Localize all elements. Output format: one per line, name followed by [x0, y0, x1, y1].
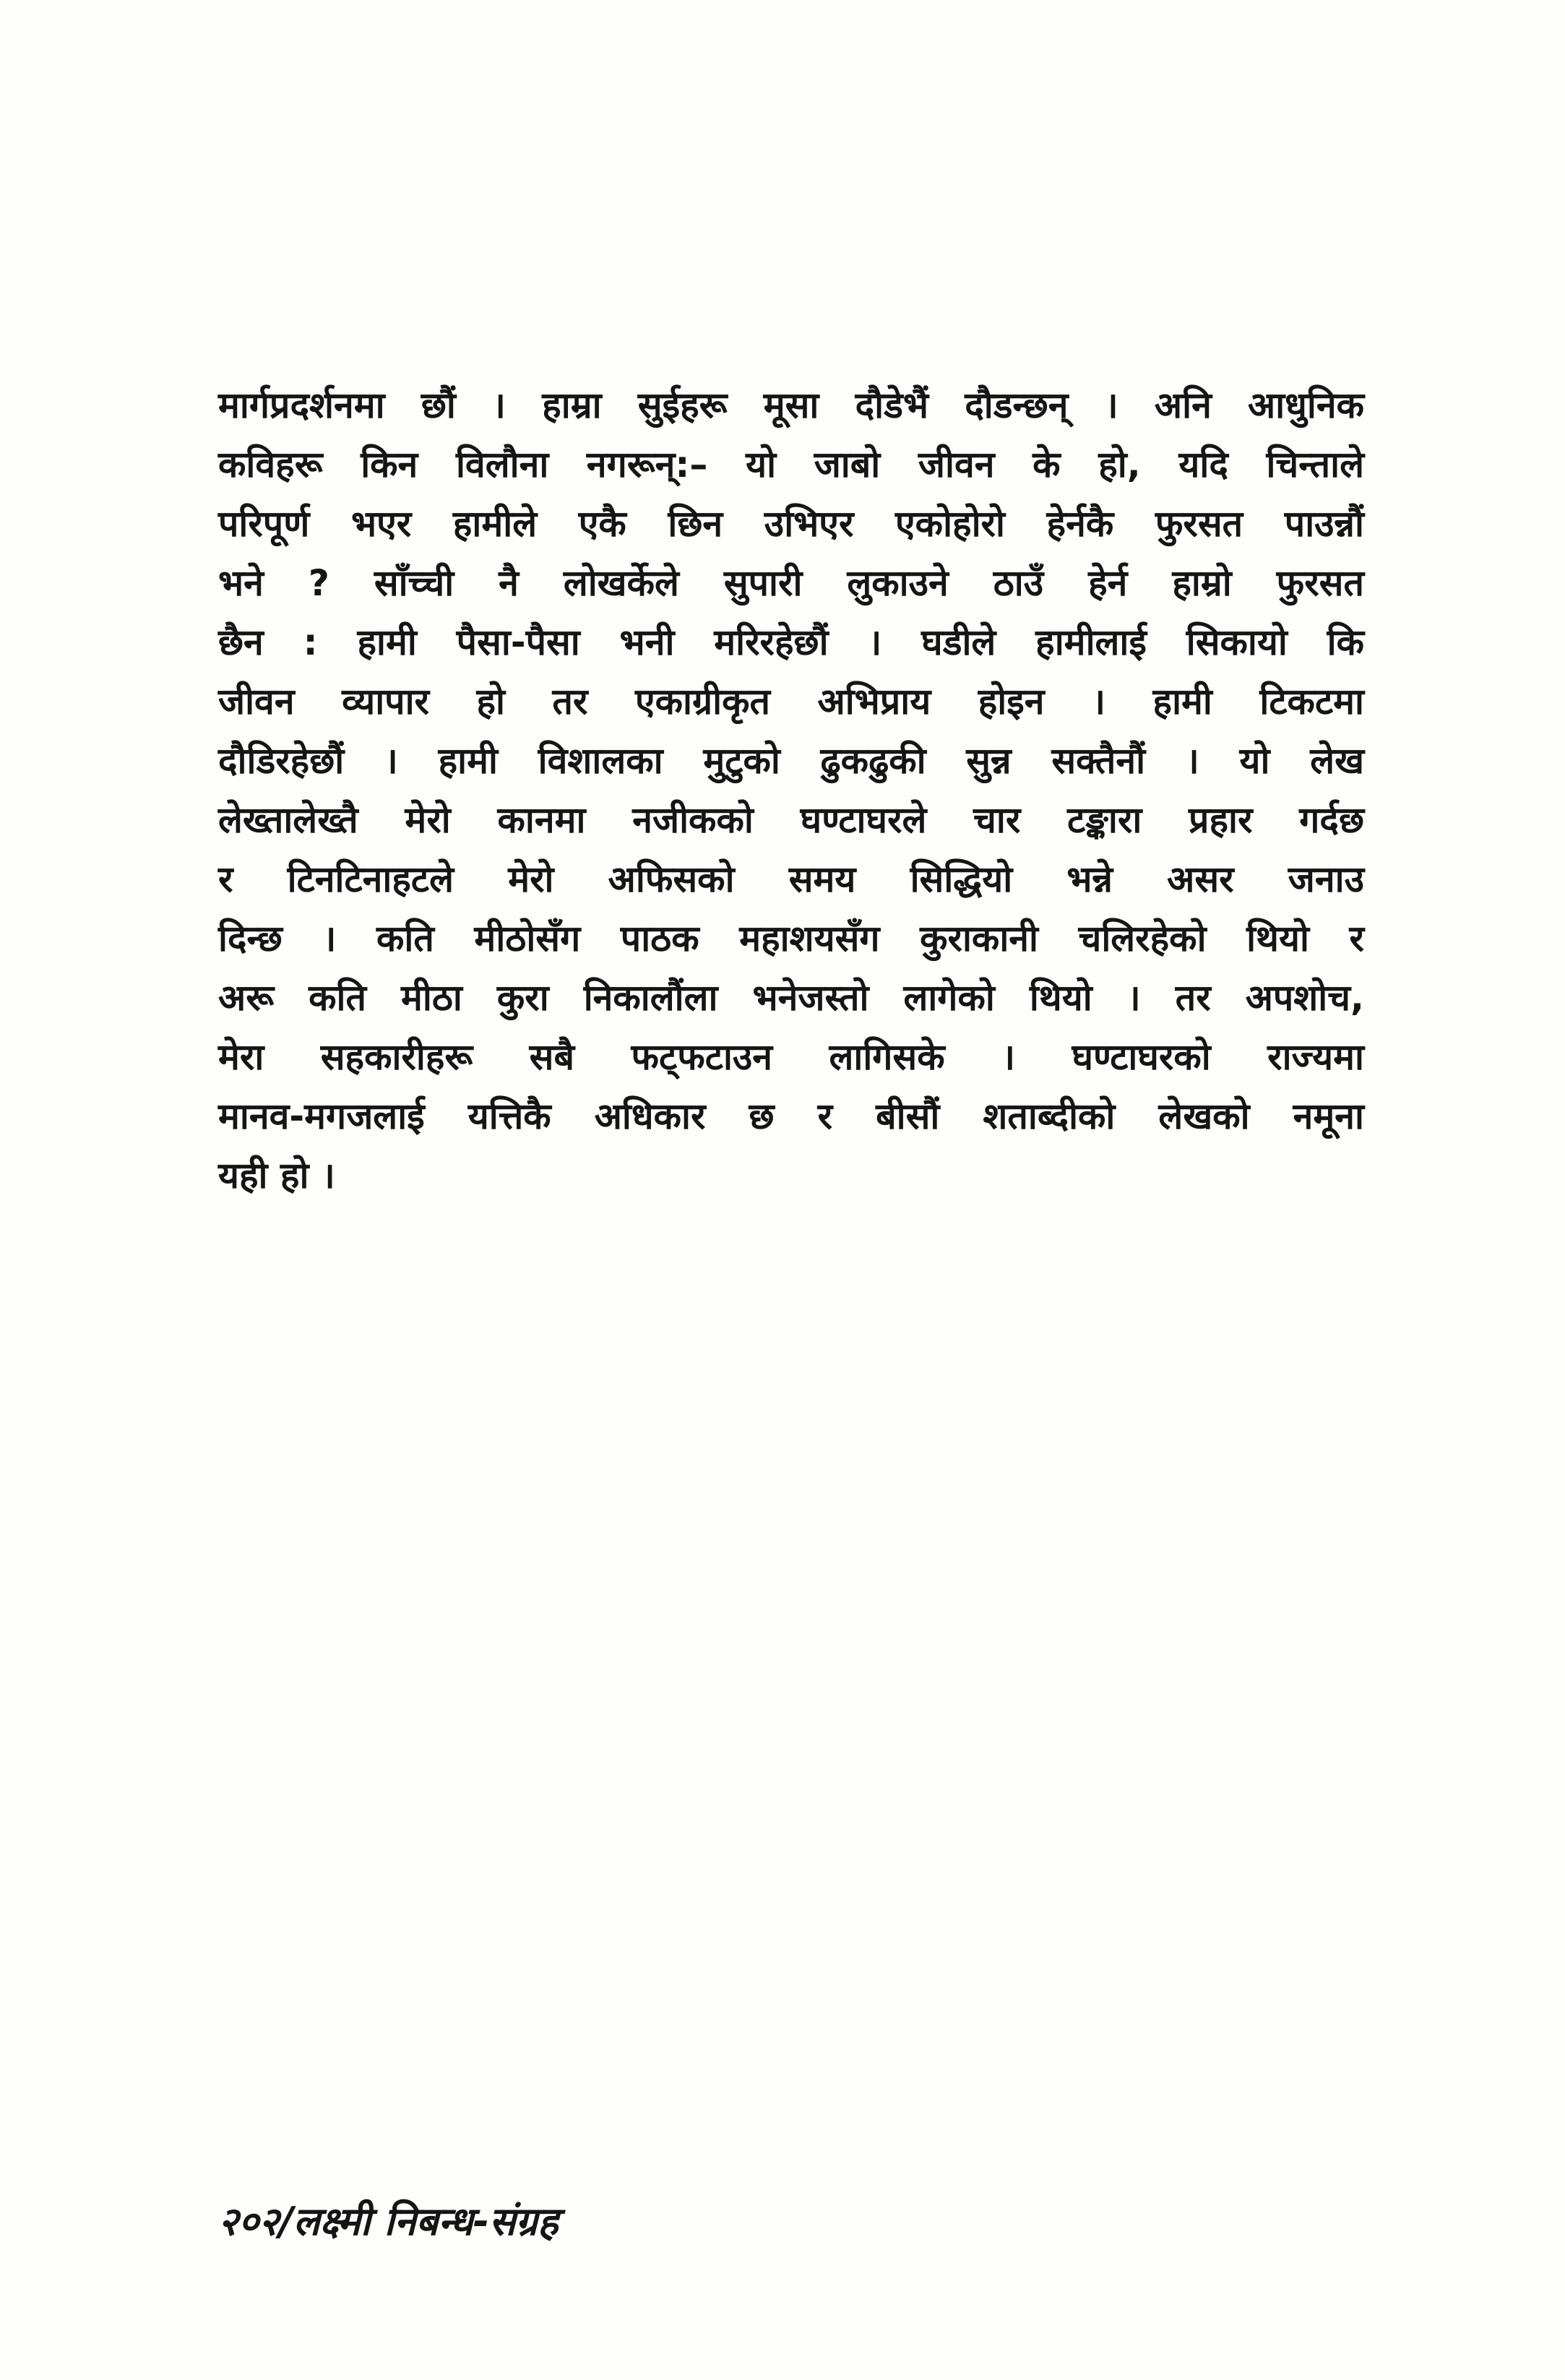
paragraph-line-6: जीवन व्यापार हो तर एकाग्रीकृत अभिप्राय होइन । हामी टिकटमा — [218, 681, 1364, 723]
paragraph-line-1: मार्गप्रदर्शनमा छौं । हाम्रा सुईहरू मूसा दौडेभैं दौडन्छन् । अनि आधुनिक — [218, 384, 1364, 426]
paragraph-line-5: छैन : हामी पैसा-पैसा भनी मरिरहेछौं । घडीले हामीलाई सिकायो कि — [218, 621, 1364, 663]
paragraph-line-9: र टिनटिनाहटले मेरो अफिसको समय सिद्धियो भन्ने असर जनाउ — [218, 858, 1364, 900]
paragraph-line-8: लेख्तालेख्तै मेरो कानमा नजीकको घण्टाघरले चार टङ्कारा प्रहार गर्दछ — [218, 799, 1364, 841]
page-footer: २०२/लक्ष्मी निबन्ध-संग्रह — [218, 2199, 559, 2244]
paragraph-line-2: कविहरू किन विलौना नगरून्:– यो जाबो जीवन के हो, यदि चिन्ताले — [218, 444, 1364, 486]
paragraph-line-14: यही हो । — [218, 1155, 335, 1197]
paragraph-line-11: अरू कति मीठा कुरा निकालौंला भनेजस्तो लागेको थियो । तर अपशोच, — [218, 977, 1364, 1019]
paragraph-line-12: मेरा सहकारीहरू सबै फट्फटाउन लागिसके । घण्टाघरको राज्यमा — [218, 1036, 1364, 1078]
paragraph-line-4: भने ? साँच्ची नै लोखर्केले सुपारी लुकाउने ठाउँ हेर्न हाम्रो फुरसत — [218, 562, 1364, 604]
paragraph-line-3: परिपूर्ण भएर हामीले एकै छिन उभिएर एकोहोरो हेर्नकै फुरसत पाउन्नौं — [218, 503, 1364, 545]
paragraph-line-7: दौडिरहेछौं । हामी विशालका मुटुको ढुकढुकी सुन्न सक्तैनौं । यो लेख — [218, 740, 1364, 782]
essay-paragraph — [218, 376, 1364, 1205]
paragraph-line-13: मानव-मगजलाई यत्तिकै अधिकार छ र बीसौं शताब्दीको लेखको नमूना — [218, 1095, 1364, 1137]
paragraph-line-10: दिन्छ । कति मीठोसँग पाठक महाशयसँग कुराकानी चलिरहेको थियो र — [218, 918, 1364, 960]
